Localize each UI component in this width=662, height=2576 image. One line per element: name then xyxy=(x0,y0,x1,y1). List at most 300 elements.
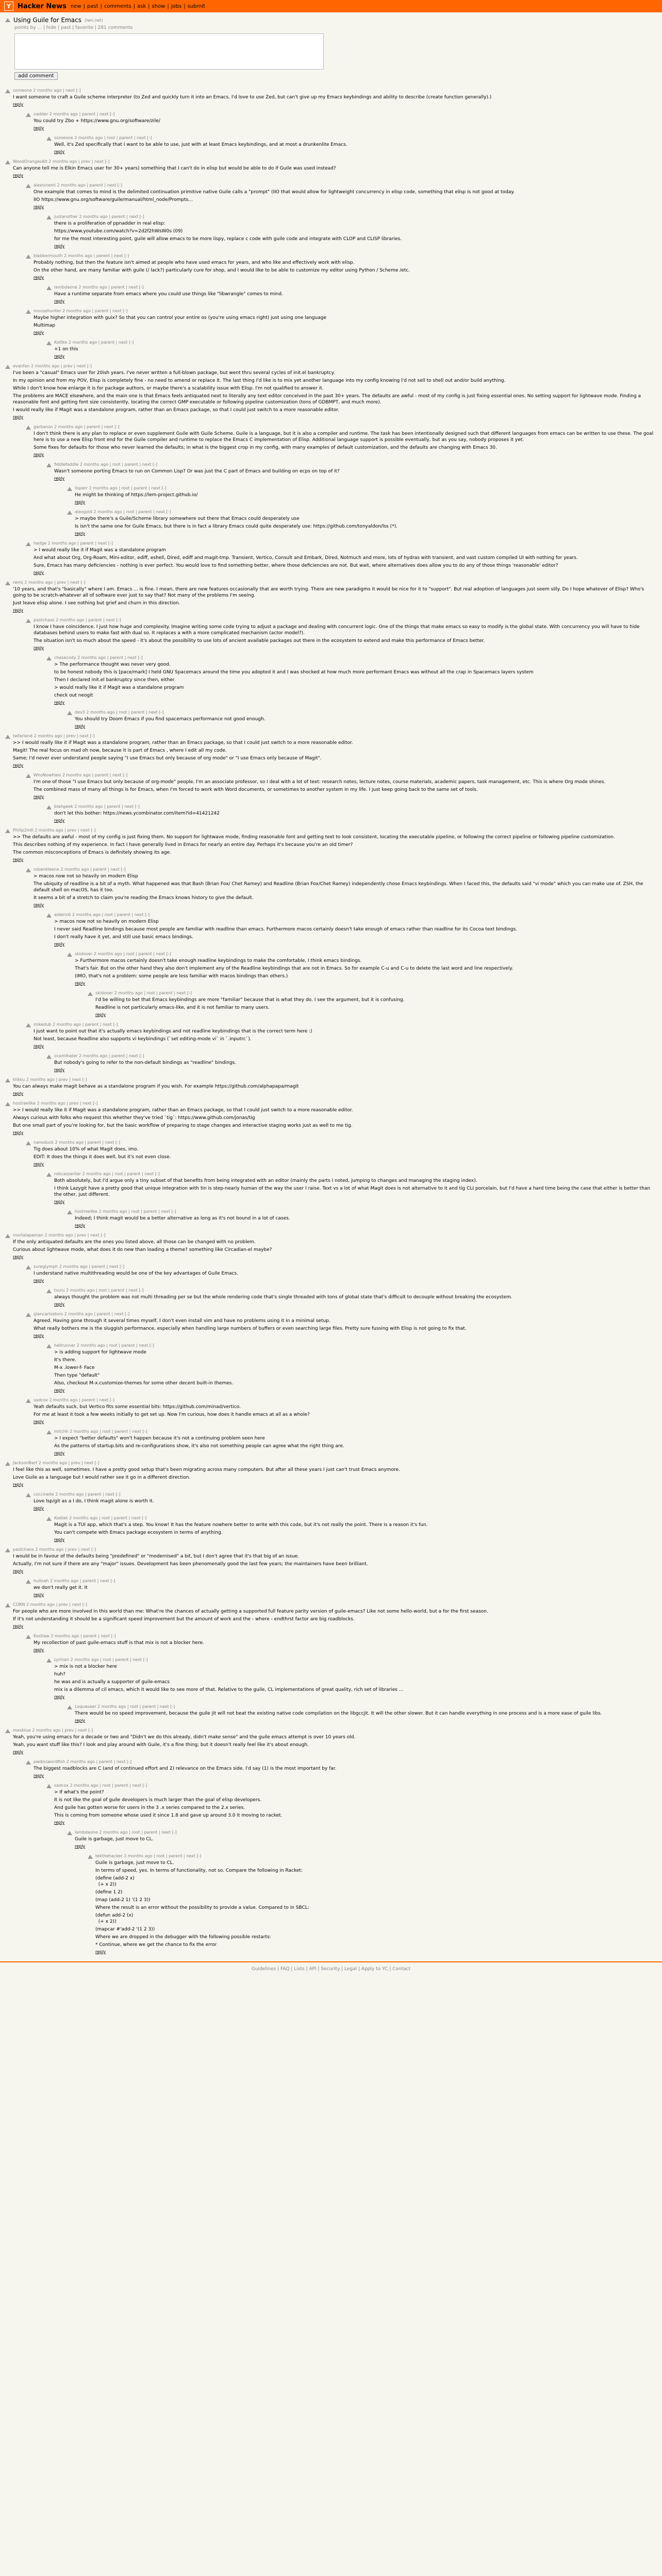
reply-link[interactable]: reply xyxy=(54,299,65,303)
comment xyxy=(0,1827,662,1851)
reply-link[interactable]: reply xyxy=(34,1648,44,1652)
upvote-icon[interactable] xyxy=(88,992,93,996)
story-subline: points by ... | hide | past | favorite | 281 comments xyxy=(14,25,133,30)
comment-paragraph: > macos now not so heavily on modern Elisp xyxy=(54,919,159,924)
comment-paragraph: Not least, because Readline also supports vi keybindings (`set editing-mode vi` in `.inputrc`). xyxy=(34,1037,252,1042)
comment xyxy=(0,948,662,988)
comment-paragraph: The biggest roadblocks are C (and of continued effort and 2) relevance on the Emacs side. I'd say (1) is the most important by far. xyxy=(34,1766,337,1771)
comment-meta[interactable]: Philip2mtl 2 months ago | prev | next [-] xyxy=(13,828,96,833)
comment-text xyxy=(34,547,657,569)
comment-meta[interactable]: skidooer 2 months ago | root | parent | next [-] xyxy=(95,991,192,995)
reply-link[interactable]: reply xyxy=(34,1333,44,1338)
comment-meta[interactable]: aidenn0 2 months ago | root | parent | next [-] xyxy=(54,912,150,917)
comment-meta[interactable]: hellrunner 2 months ago | root | parent | next [-] xyxy=(54,1343,154,1348)
comment-text xyxy=(34,189,657,203)
comment-meta[interactable]: Lyrinan 2 months ago | root | parent | next [-] xyxy=(54,1657,148,1662)
comment-body xyxy=(54,284,657,303)
comment-body xyxy=(34,308,657,335)
upvote-icon[interactable] xyxy=(46,1658,52,1663)
comment-meta[interactable]: lambdaone 2 months ago | parent | next [-] xyxy=(54,285,144,290)
reply-link[interactable]: reply xyxy=(75,1223,86,1228)
comment xyxy=(0,1074,662,1098)
comment-body xyxy=(13,1232,657,1259)
comment-paragraph: * Continue, where we get the chance to fix the error xyxy=(95,1942,217,1947)
comment-body xyxy=(34,540,657,575)
upvote-icon[interactable] xyxy=(5,1729,10,1733)
comment-text xyxy=(54,1789,657,1819)
reply-link[interactable]: reply xyxy=(13,763,24,768)
nav-link-past[interactable]: past xyxy=(87,3,98,9)
comment-paragraph: That's fair. But on the other hand they also don't implement any of the Readline keybindings that are not in Emacs. So for example C-u and C-u to delete the last word and line respectively. xyxy=(75,966,514,971)
comment-meta[interactable]: twfarland 2 months ago | prev | next [-] xyxy=(13,734,95,738)
comment-paragraph: Also, checkout M-x.customize-themes for some other decent built-in themes. xyxy=(54,1381,234,1386)
comment-meta[interactable]: WoodOrangesAlt 2 months ago | prev | next [-] xyxy=(13,159,110,164)
reply-link[interactable]: reply xyxy=(34,452,44,457)
upvote-icon[interactable] xyxy=(26,310,31,314)
reply-link[interactable]: reply xyxy=(54,1199,65,1204)
comment-paragraph: I want someone to craft a Guile scheme interpreter (to Zed and quickly turn it into an Emacs. I'd love to use Zed, but can't give up my Emacs keybindings and ability to describe (create function generally).) xyxy=(13,95,492,100)
reply-link[interactable]: reply xyxy=(54,354,65,359)
reply-link[interactable]: reply xyxy=(13,1255,24,1259)
comment-body xyxy=(34,111,657,130)
reply-link[interactable]: reply xyxy=(95,1012,106,1017)
comment-text xyxy=(75,516,657,530)
upvote-icon[interactable] xyxy=(46,1784,52,1788)
comment-body xyxy=(54,1343,657,1393)
reply-link[interactable]: reply xyxy=(13,1130,24,1135)
nav-separator: | xyxy=(133,3,135,9)
reply-link[interactable]: reply xyxy=(54,1388,65,1393)
comment xyxy=(0,731,662,770)
comment-paragraph: My recollection of past guile-emacs stuff is that mix is not a blocker here. xyxy=(34,1640,204,1646)
comment-meta[interactable]: Kodiak 2 months ago | root | parent | next [-] xyxy=(54,1516,147,1520)
reply-link[interactable]: reply xyxy=(34,275,44,280)
upvote-icon[interactable] xyxy=(26,774,31,778)
add-comment-button[interactable]: add comment xyxy=(14,72,58,80)
reply-link[interactable]: reply xyxy=(75,1844,86,1849)
comment-meta[interactable]: Loquasaer 2 months ago | root | parent | next [-] xyxy=(75,1704,175,1709)
comment xyxy=(0,250,662,282)
comment-text xyxy=(75,492,657,498)
comment xyxy=(0,1599,662,1631)
comment-meta[interactable]: coccinelle 2 months ago | parent | next [-] xyxy=(34,1492,121,1497)
reply-link[interactable]: reply xyxy=(54,149,65,154)
comment-meta[interactable]: sureglymph 2 months ago | parent | next [-] xyxy=(34,1264,125,1269)
upvote-icon[interactable] xyxy=(5,1603,10,1607)
comment-meta[interactable]: hostreelike 2 months ago | prev | next [-] xyxy=(13,1101,98,1106)
upvote-icon[interactable] xyxy=(46,137,52,141)
upvote-icon[interactable] xyxy=(5,1102,10,1106)
comment-meta[interactable]: dev3 2 months ago | root | parent | next [-] xyxy=(75,710,164,715)
reply-link[interactable]: reply xyxy=(13,1569,24,1573)
comment-meta[interactable]: pwdisswordfish 2 months ago | parent | next [-] xyxy=(34,1759,132,1764)
upvote-icon[interactable] xyxy=(46,1430,52,1434)
comment-paragraph: Agreed. Having gone through it several times myself, I don't even install vim and have no problems using it in a minimal setup. xyxy=(34,1318,330,1324)
upvote-icon[interactable] xyxy=(88,1855,93,1859)
comment-text xyxy=(13,834,657,856)
nav-link-submit[interactable]: submit xyxy=(187,3,205,9)
upvote-icon[interactable] xyxy=(5,581,10,585)
reply-link[interactable]: reply xyxy=(34,1506,44,1511)
upvote-icon[interactable] xyxy=(46,215,52,219)
comment-body xyxy=(54,1287,657,1307)
comment-paragraph: >> The defaults are awful - most of my config is just fixing them. No support for lightwave mode, finding reasonable font and getting text to look consistent, locating the executable pipeline, or following the correct pipeline or following pipeline customization. xyxy=(13,835,615,840)
upvote-icon[interactable] xyxy=(5,829,10,833)
comment-paragraph: +1 on this xyxy=(54,347,78,352)
upvote-icon[interactable] xyxy=(5,89,10,93)
reply-link[interactable]: reply xyxy=(13,1750,24,1754)
comment-meta[interactable]: mortalapeman 2 months ago | prev | next [-] xyxy=(13,1233,106,1238)
reply-link[interactable]: reply xyxy=(54,818,65,823)
upvote-icon[interactable] xyxy=(67,487,72,491)
comment-meta[interactable]: hulloah 2 months ago | parent | next [-] xyxy=(34,1579,115,1583)
comment-body xyxy=(13,1077,657,1096)
comment xyxy=(0,1458,662,1489)
comment-paragraph: M-x .lower-f- Face xyxy=(54,1365,95,1370)
upvote-icon[interactable] xyxy=(46,1055,52,1059)
comment-text xyxy=(54,221,657,242)
comment-paragraph: You could try Zbo + https://www.gnu.org/software/zile/ xyxy=(34,118,160,124)
upvote-icon[interactable] xyxy=(46,1289,52,1293)
comment-meta[interactable]: tekthehacker 2 months ago | root | parent | next [-] xyxy=(95,1854,202,1858)
comment-paragraph: > maybe there's a Guile/Scheme library somewhere out there that Emacs could desperately use xyxy=(75,516,300,521)
comment-paragraph: Same; I'd never ever understand people saying "I use Emacs but only because of org mode" or "I use Emacs only because of Magit". xyxy=(13,756,322,761)
reply-link[interactable]: reply xyxy=(34,126,44,130)
nav-separator: | xyxy=(148,3,150,9)
comment-body xyxy=(13,1460,657,1487)
upvote-icon[interactable] xyxy=(26,1141,31,1145)
comment-text xyxy=(54,1060,657,1066)
comment-body xyxy=(75,1209,657,1228)
comment-meta[interactable]: chasecody 2 months ago | parent | next [-] xyxy=(54,655,143,660)
nav-link-jobs[interactable]: jobs xyxy=(171,3,182,9)
reply-link[interactable]: reply xyxy=(34,903,44,907)
comment-paragraph: >> I would really like it if Magit was a standalone program, rather than an Emacs package, so that I could just switch to a more reasonable editor. xyxy=(13,1108,353,1113)
upvote-icon[interactable] xyxy=(26,113,31,117)
reply-link[interactable]: reply xyxy=(34,570,44,575)
reply-link[interactable]: reply xyxy=(34,1044,44,1048)
comment-body xyxy=(54,135,657,154)
nav-link-ask[interactable]: ask xyxy=(137,3,146,9)
comment-meta[interactable]: justanother 2 months ago | parent | next [-] xyxy=(54,214,144,219)
upvote-icon[interactable] xyxy=(26,1580,31,1584)
comment-meta[interactable]: fiddlefaddle 2 months ago | root | parent | next [-] xyxy=(54,462,158,467)
comment-meta[interactable]: robenkleene 2 months ago | parent | next [-] xyxy=(34,867,126,872)
comment-meta[interactable]: CORN 2 months ago | prev | next [-] xyxy=(13,1602,87,1607)
reply-link[interactable]: reply xyxy=(54,1537,65,1542)
comment-body xyxy=(54,1657,657,1699)
comment-meta[interactable]: pastchaos 2 months ago | prev | next [-] xyxy=(13,1547,96,1552)
nav-link-show[interactable]: show xyxy=(152,3,166,9)
comment-text xyxy=(13,1239,657,1253)
upvote-icon[interactable] xyxy=(67,511,72,515)
reply-link[interactable]: reply xyxy=(34,794,44,799)
upvote-icon[interactable] xyxy=(26,542,31,546)
comment-paragraph: Have a runtime separate from emacs where you could use things like "libwrangle" comes to mind. xyxy=(54,292,283,297)
upvote-icon[interactable] xyxy=(46,341,52,345)
reply-link[interactable]: reply xyxy=(54,1451,65,1455)
comment xyxy=(0,1261,662,1285)
reply-link[interactable]: reply xyxy=(13,173,24,178)
comment-paragraph: he was and is actually a supporter of guile-emacs xyxy=(54,1680,170,1685)
upvote-icon[interactable] xyxy=(46,805,52,809)
reply-link[interactable]: reply xyxy=(34,1419,44,1424)
comment-body xyxy=(75,1829,657,1849)
comment-body xyxy=(54,655,657,705)
comment-meta[interactable]: pastchaos 2 months ago | parent | next [-] xyxy=(34,618,121,622)
comment-meta[interactable]: garbanzo 2 months ago | parent | next [-] xyxy=(34,425,120,429)
upvote-icon[interactable] xyxy=(46,656,52,660)
comment-body xyxy=(54,340,657,359)
reply-link[interactable]: reply xyxy=(13,102,24,107)
comment xyxy=(0,1137,662,1168)
comment-paragraph: Guile is garbage, just move to CL. xyxy=(95,1860,174,1866)
comment-body xyxy=(54,1171,657,1204)
reply-link[interactable]: reply xyxy=(95,1950,106,1954)
comment-body xyxy=(13,1100,657,1135)
reply-link[interactable]: reply xyxy=(75,531,86,536)
upvote-icon[interactable] xyxy=(26,1023,31,1027)
comment-paragraph: we don't really get it. It xyxy=(34,1585,88,1590)
upvote-icon[interactable] xyxy=(26,619,31,623)
comment-meta[interactable]: lisperr 2 months ago | root | parent | next [-] xyxy=(75,486,167,490)
upvote-icon[interactable] xyxy=(26,1313,31,1317)
comment-paragraph: But one small part of you're looking for, but the basic workflow of preparing to stage changes and interactive staging works just as well to me tig. xyxy=(13,1123,353,1128)
reply-link[interactable]: reply xyxy=(13,415,24,419)
comment-paragraph: I would really like if Magit was a standalone program, rather than an Emacs package, so that I could just switch to a more reasonable editor. xyxy=(13,408,339,413)
story-title[interactable]: Using Guile for Emacs xyxy=(13,16,81,24)
upvote-icon[interactable] xyxy=(26,255,31,259)
upvote-icon[interactable] xyxy=(5,365,10,369)
upvote-icon[interactable] xyxy=(26,1265,31,1269)
comment-meta[interactable]: maxblue 2 months ago | prev | next [-] xyxy=(13,1728,93,1733)
comment-meta[interactable]: ocamlhater 2 months ago | parent | next [-] xyxy=(54,1054,144,1058)
upvote-icon[interactable] xyxy=(26,1493,31,1497)
reply-link[interactable]: reply xyxy=(75,1718,86,1723)
comment xyxy=(0,1725,662,1756)
comment-meta[interactable]: hedge 2 months ago | parent | next [-] xyxy=(34,541,113,546)
reply-link[interactable]: reply xyxy=(54,942,65,946)
comment-paragraph: IIO https://www.gnu.org/software/guile/manual/html_node/Prompts... xyxy=(34,197,193,202)
comment-paragraph: (define 1 2) xyxy=(95,1890,123,1895)
reply-link[interactable]: reply xyxy=(75,500,86,504)
comment-meta[interactable]: tsuru 2 months ago | root | parent | next [-] xyxy=(54,1288,144,1293)
reply-link[interactable]: reply xyxy=(34,1592,44,1597)
upvote-icon[interactable] xyxy=(67,1831,72,1835)
comment-paragraph: (IMO, that's not a problem: some people are less familiar with macos bindings than others.) xyxy=(75,974,288,979)
upvote-icon[interactable] xyxy=(5,1078,10,1082)
comment xyxy=(0,1019,662,1050)
comment-paragraph: > mix is not a blocker here xyxy=(54,1664,117,1669)
upvote-icon[interactable] xyxy=(67,711,72,715)
comment-meta[interactable]: alexgold 2 months ago | root | parent | next [-] xyxy=(75,510,171,514)
comment-text xyxy=(54,1435,657,1449)
comment-text xyxy=(13,1467,657,1481)
comment-text xyxy=(54,1664,657,1693)
comment-meta[interactable]: someone 2 months ago | root | parent | next [-] xyxy=(54,135,152,140)
comment-paragraph: (map (add-2 1) '(1 2 3)) xyxy=(95,1897,151,1903)
comment-paragraph: I never said Readline bindings because most people are familiar with readline than emacs. Furthermore macos certainly doesn't take enough of emacs rather than readline for its Cocoa text bindings. xyxy=(54,927,518,932)
comment-paragraph: Where we are dropped in the debugger with the following possible restarts: xyxy=(95,1935,271,1940)
comment-meta[interactable]: JacksonBart 2 months ago | prev | next [-] xyxy=(13,1461,100,1465)
comment-paragraph: Some fixes for defaults for those who never learned the defaults; in what is the biggest crop in my config, with many examples of default customization, and the defaults are changing with Emacs 30. xyxy=(34,445,497,450)
story-domain[interactable]: (lwn.net) xyxy=(84,18,103,23)
upvote-icon[interactable] xyxy=(46,1344,52,1348)
upvote-icon[interactable] xyxy=(26,1760,31,1765)
reply-link[interactable]: reply xyxy=(13,1624,24,1629)
comment xyxy=(0,988,662,1019)
comment-meta[interactable]: skidooer 2 months ago | root | parent | next [-] xyxy=(75,952,171,956)
comment-body xyxy=(13,1602,657,1629)
comment xyxy=(0,109,662,132)
comment-paragraph: You can always make magit behave as a standalone program if you wish. For example https://github.com/alphapapa/magit xyxy=(13,1084,299,1089)
upvote-icon[interactable] xyxy=(5,1548,10,1552)
comment-text xyxy=(34,260,657,274)
comment-text xyxy=(54,346,657,352)
comment-paragraph: don't let this bother: https://news.ycombinator.com/item?id=41421242 xyxy=(54,811,220,816)
reply-link[interactable]: reply xyxy=(13,608,24,613)
reply-link[interactable]: reply xyxy=(34,646,44,650)
comment-thread xyxy=(0,85,662,1956)
comment-meta[interactable]: sadcox 2 months ago | root | parent | next [-] xyxy=(54,1783,147,1788)
comment xyxy=(0,132,662,156)
upvote-icon[interactable] xyxy=(26,1635,31,1639)
upvote-icon[interactable] xyxy=(5,1234,10,1238)
comment-text xyxy=(34,1404,657,1418)
upvote-icon[interactable] xyxy=(46,463,52,467)
upvote-icon[interactable] xyxy=(26,426,31,430)
reply-link[interactable]: reply xyxy=(54,1067,65,1072)
comment-body xyxy=(34,1397,657,1424)
reply-link[interactable]: reply xyxy=(54,700,65,705)
comment-paragraph: Multimap xyxy=(34,323,55,328)
comment-paragraph: If the only antiquated defaults are the ones you listed above, all those can be changed with no problem. xyxy=(13,1240,256,1245)
comment-meta[interactable]: blahgeek 2 months ago | parent | next [-] xyxy=(54,804,140,809)
comment-meta[interactable]: nanoduck 2 months ago | parent | next [-] xyxy=(34,1140,121,1145)
comment-paragraph: > The performance thought was never very good. xyxy=(54,662,171,667)
reply-link[interactable]: reply xyxy=(34,1773,44,1778)
reply-link[interactable]: reply xyxy=(34,1278,44,1283)
comment-text xyxy=(54,1349,657,1386)
reply-link[interactable]: reply xyxy=(75,724,86,728)
comment-paragraph: Magit! The real focus on mad oh now, because it is part of Emacs , where I edit all my code. xyxy=(13,748,227,753)
reply-link[interactable]: reply xyxy=(54,1820,65,1825)
reply-link[interactable]: reply xyxy=(34,205,44,209)
upvote-icon[interactable] xyxy=(5,160,10,164)
comment-paragraph: As the patterns of startup.bits and re-configurations show, it's also not something people can agree what the right thing are. xyxy=(54,1444,344,1449)
upvote-icon[interactable] xyxy=(67,953,72,957)
reply-link[interactable]: reply xyxy=(54,244,65,248)
comment-paragraph: You can't compete with Emacs package ecosystem in terms of anything. xyxy=(54,1530,223,1535)
comment-body xyxy=(34,1022,657,1048)
comment xyxy=(0,615,662,652)
comment xyxy=(0,909,662,948)
comment-paragraph: I'm one of those "I use Emacs but only because of org-mode" people. I'm an associate professor, so I deal with a lot of text: research notes, lecture notes, course materials, academic papers, task management, etc. This is where Org mode shines. xyxy=(34,779,606,785)
comment-meta[interactable]: robcarpenter 2 months ago | root | parent | next [-] xyxy=(54,1172,160,1176)
upvote-icon[interactable] xyxy=(5,735,10,739)
comment-text xyxy=(34,1766,657,1772)
comment-body xyxy=(75,485,657,504)
comment-meta[interactable]: Kottke 2 months ago | parent | next [-] xyxy=(54,340,134,345)
comment-meta[interactable]: nadder 2 months ago | parent | next [-] xyxy=(34,112,115,116)
comment-meta[interactable]: mikedub 2 months ago | parent | next [-] xyxy=(34,1022,118,1027)
upvote-icon[interactable] xyxy=(67,1210,72,1214)
comment-paragraph: > is adding support for lightwave mode xyxy=(54,1350,146,1355)
comment-body xyxy=(34,1264,657,1283)
comment-paragraph: (mapcar #'add-2 '(1 2 3)) xyxy=(95,1927,155,1932)
comment-body xyxy=(34,617,657,650)
comment-body xyxy=(13,1727,657,1754)
reply-link[interactable]: reply xyxy=(75,981,86,986)
comment-meta[interactable]: mousehunter 2 months ago | parent | next [-] xyxy=(34,309,128,313)
comment-meta[interactable]: WhoNowHalo 2 months ago | parent | next [-] xyxy=(34,773,128,777)
nav-links xyxy=(71,4,205,9)
comment-meta[interactable]: mitchh 2 months ago | root | parent | next [-] xyxy=(54,1429,147,1434)
upvote-icon[interactable] xyxy=(5,18,10,22)
comment-meta[interactable]: Kostiaw 2 months ago | parent | next [-] xyxy=(34,1634,116,1638)
comment-text xyxy=(13,370,657,413)
comment-meta[interactable]: evanfan 2 months ago | prev | next [-] xyxy=(13,364,92,368)
comment xyxy=(0,1050,662,1074)
comment-paragraph: to be honest nobody this is [pace/mark] I held GNU Spacemacs around the time you adopted it and I was shocked at how much more performant Emacs was without all the crap in Spacemacs layers system xyxy=(54,670,534,675)
upvote-icon[interactable] xyxy=(67,1705,72,1709)
reply-link[interactable]: reply xyxy=(54,1694,65,1699)
upvote-icon[interactable] xyxy=(5,1462,10,1466)
comment-paragraph: I don't really have it yet, and still use basic emacs bindings. xyxy=(54,935,193,940)
nav-link-new[interactable]: new xyxy=(70,3,81,9)
comment xyxy=(0,1513,662,1544)
upvote-icon[interactable] xyxy=(26,1399,31,1403)
upvote-icon[interactable] xyxy=(26,184,31,188)
comment-meta[interactable]: sadcox 2 months ago | parent | next [-] xyxy=(34,1398,114,1402)
comment-text xyxy=(54,1294,657,1300)
upvote-icon[interactable] xyxy=(46,1173,52,1177)
comment-meta[interactable]: klikku 2 months ago | prev | next [-] xyxy=(13,1077,87,1082)
upvote-icon[interactable] xyxy=(46,913,52,918)
reply-link[interactable]: reply xyxy=(13,857,24,862)
comment-paragraph: Magit is a TUI app, which that's a step. You know! It has the feature nowhere better to write with this code, but it's not really the point. There is a reason it's fun. xyxy=(54,1522,428,1528)
comment-meta[interactable]: blabbermouth 2 months ago | parent | next [-] xyxy=(34,253,129,258)
upvote-icon[interactable] xyxy=(46,1517,52,1521)
site-name[interactable]: Hacker News xyxy=(18,2,67,10)
comment-paragraph: >> I would really like it if Magit was a standalone program, rather than an Emacs package, so that I could just switch to a more reasonable editor. xyxy=(13,740,353,745)
reply-link[interactable]: reply xyxy=(34,330,44,335)
comment-meta[interactable]: rwmj 2 months ago | prev | next [-] xyxy=(13,580,86,585)
comment-text xyxy=(95,997,657,1011)
comment-text xyxy=(34,118,657,124)
reply-link[interactable]: reply xyxy=(54,1302,65,1307)
comment-meta[interactable]: hostreelike 2 months ago | root | parent | next [-] xyxy=(75,1209,176,1214)
logo-icon[interactable]: Y xyxy=(4,2,13,11)
comment-paragraph: Yeah, you're using emacs for a decade or two and "Didn't we do this already, didn't make sense" and the guile emacs attempt is over 10 years old. xyxy=(13,1735,356,1740)
upvote-icon[interactable] xyxy=(46,286,52,290)
reply-link[interactable]: reply xyxy=(13,1091,24,1096)
nav-link-comments[interactable]: comments xyxy=(104,3,131,9)
story xyxy=(0,12,662,85)
reply-link[interactable]: reply xyxy=(54,476,65,481)
comment-meta[interactable]: someone 2 months ago | next [-] xyxy=(13,88,81,93)
reply-link[interactable]: reply xyxy=(34,1162,44,1166)
comment-meta[interactable]: lambdaone 2 months ago | root | parent | next [-] xyxy=(75,1830,177,1835)
comment xyxy=(0,577,662,615)
comment xyxy=(0,1575,662,1599)
comment-meta[interactable]: alexisnemi 2 months ago | parent | next [-] xyxy=(34,183,122,188)
reply-link[interactable]: reply xyxy=(13,1482,24,1487)
comment-text xyxy=(13,165,657,172)
comment-textarea[interactable] xyxy=(14,33,324,70)
upvote-icon[interactable] xyxy=(26,868,31,872)
comment-meta[interactable]: giancarlostoro 2 months ago | parent | next [-] xyxy=(34,1312,130,1316)
